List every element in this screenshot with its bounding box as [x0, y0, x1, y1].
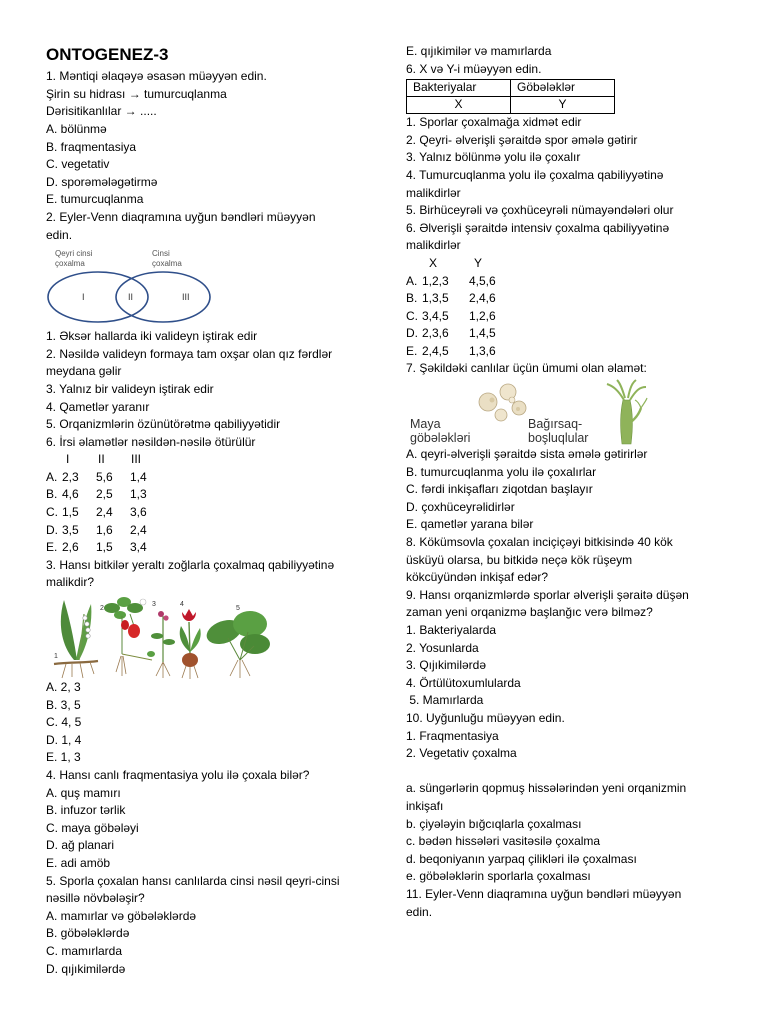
option-value: 4,5,6	[469, 273, 496, 288]
question-2-text: edin.	[46, 227, 73, 242]
question-5-option-c: C. mamırlarda	[46, 943, 123, 958]
option-value: 2,4,6	[469, 291, 496, 306]
question-10-option-c: c. bədən hissələri vasitəsilə çoxalma	[406, 834, 601, 849]
question-8	[406, 534, 746, 587]
question-5-option-d: D. qıjıkimilərdə	[46, 961, 126, 976]
option-label: E.	[406, 343, 418, 358]
option-value: 3,4,5	[422, 308, 449, 323]
question-4-option-c: C. maya göbələyi	[46, 820, 139, 835]
table-row	[407, 96, 615, 113]
option-value: 1,6	[96, 522, 113, 537]
question-10-option-d: d. beqoniyanın yarpaq çilikləri ilə çoxalması	[406, 851, 637, 866]
question-9-text: 9. Hansı orqanizmlərdə sporlar əlverişli şəraitə düşən	[406, 587, 689, 602]
option-value: 1,3	[130, 487, 147, 502]
question-6-option-c	[406, 308, 746, 326]
question-4-option-e: E. adi amöb	[46, 855, 111, 870]
plant-label-1: 1	[54, 653, 58, 661]
question-10-item-2: 2. Vegetativ çoxalma	[406, 746, 517, 761]
question-10-option-e: e. göbələklərin sporlarla çoxalması	[406, 869, 591, 884]
question-5-option-e: E. qıjıkimilər və mamırlarda	[406, 44, 552, 59]
cnidarian-label: boşluqlular	[528, 431, 589, 446]
plant-5-illustration	[203, 605, 270, 678]
question-4-option-b: B. infuzor tərlik	[46, 803, 126, 818]
question-6-statement-1: 1. Sporlar çoxalmağa xidmət edir	[406, 115, 582, 130]
option-value: 2,4	[96, 505, 113, 520]
option-value: 1,2,3	[422, 273, 449, 288]
question-7-option-a: A. qeyri-əlverişli şəraitdə sista əmələ gətirirlər	[406, 447, 648, 462]
question-3-option-c: C. 4, 5	[46, 715, 82, 730]
question-3-text: malikdir?	[46, 575, 95, 590]
question-2-text: 2. Eyler-Venn diaqramına uyğun bəndləri müəyyən	[46, 209, 316, 224]
answer-header-ii: II	[98, 452, 105, 467]
question-9-text: zaman yeni orqanizmə başlanğıc verə bilməz?	[406, 605, 653, 620]
blank-line	[406, 763, 746, 781]
right-column	[406, 43, 746, 921]
question-4	[46, 767, 386, 873]
question-10-text: 10. Uyğunluğu müəyyən edin.	[406, 710, 565, 725]
question-7-option-e: E. qametlər yarana bilər	[406, 517, 534, 532]
table-cell-x: X	[407, 96, 511, 113]
option-value: 2,3	[62, 469, 79, 484]
venn-region-1: I	[82, 292, 85, 303]
question-2-option-c	[46, 504, 386, 522]
plant-label-2: 2	[100, 605, 104, 613]
question-2-option-e	[46, 539, 386, 557]
question-3-option-b: B. 3, 5	[46, 697, 81, 712]
question-6-statement-4: 4. Tumurcuqlanma yolu ilə çoxalma qabiliyyətinə	[406, 167, 664, 182]
option-value: 3,4	[130, 540, 147, 555]
question-3-option-a: A. 2, 3	[46, 680, 81, 695]
question-6-statement-6: 6. Əlverişli şəraitdə intensiv çoxalma qabiliyyətinə	[406, 220, 670, 235]
yeast-hydra-illustration	[406, 378, 746, 446]
option-value: 2,4	[130, 522, 147, 537]
option-value: 1,4	[130, 469, 147, 484]
plants-illustration-svg	[50, 594, 272, 680]
question-3-text: 3. Hansı bitkilər yeraltı zoğlarla çoxalmaq qabiliyyətinə	[46, 557, 335, 572]
question-2-statement-6: 6. İrsi əlamətlər nəsildən-nəsilə ötürülür	[46, 434, 256, 449]
answer-header-y: Y	[474, 255, 483, 270]
question-2-answer-header	[46, 451, 386, 469]
venn-label-sexual: çoxalma	[152, 259, 182, 269]
bacteria-fungi-table-block	[406, 78, 746, 114]
option-label: D.	[406, 326, 418, 341]
question-1-premise: Dərisitikanlılar → .....	[46, 104, 157, 119]
table-header-row	[407, 80, 615, 97]
question-2-statement-3: 3. Yalnız bir valideyn iştirak edir	[46, 381, 214, 396]
venn-label-asexual: Qeyri cinsi	[55, 249, 93, 259]
question-2-option-d	[46, 522, 386, 540]
question-1-option-c: C. vegetativ	[46, 157, 110, 172]
question-1-option-a: A. bölünmə	[46, 121, 107, 136]
option-value: 2,5	[96, 487, 113, 502]
option-label: C.	[406, 308, 418, 323]
question-10-option-b: b. çiyələyin bığcıqlarla çoxalması	[406, 816, 582, 831]
question-9-option-2: 2. Yosunlarda	[406, 640, 479, 655]
plant-1-illustration	[54, 600, 98, 678]
option-label: B.	[46, 487, 58, 502]
question-4-text: 4. Hansı canlı fraqmentasiya yolu ilə çoxala bilər?	[46, 768, 310, 782]
question-5-text: 5. Sporla çoxalan hansı canlılarda cinsi nəsil qeyri-cinsi	[46, 873, 340, 888]
venn-diagram	[46, 244, 386, 328]
question-10-option-a: inkişafı	[406, 798, 444, 813]
venn-label-asexual: çoxalma	[55, 259, 85, 269]
question-10	[406, 710, 746, 886]
question-2-statement-5: 5. Orqanizmlərin özünütörətmə qabiliyyətidir	[46, 417, 281, 432]
question-2-option-a	[46, 469, 386, 487]
plant-3-illustration	[151, 601, 175, 678]
option-value: 2,6	[62, 540, 79, 555]
question-1-option-e: E. tumurcuqlanma	[46, 192, 144, 207]
question-6-answer-header	[406, 255, 746, 273]
question-11	[406, 886, 746, 921]
question-1-option-d: D. sporəmələgətirmə	[46, 174, 158, 189]
option-label: D.	[46, 522, 58, 537]
yeast-hydra-illustration-svg	[408, 378, 648, 446]
question-6	[406, 61, 746, 361]
question-9-option-3: 3. Qıjıkimilərdə	[406, 658, 487, 673]
venn-region-3: III	[182, 292, 190, 303]
option-value: 1,5	[96, 540, 113, 555]
page-title: ONTOGENEZ-3	[46, 45, 169, 64]
question-5-option-a: A. mamırlar və göbələklərdə	[46, 908, 197, 923]
option-value: 1,5	[62, 505, 79, 520]
question-3	[46, 557, 386, 767]
cnidarian-label: Bağırsaq-	[528, 417, 583, 432]
option-label: C.	[46, 505, 58, 520]
option-value: 1,3,5	[422, 291, 449, 306]
question-5-text: nəsillə növbələşir?	[46, 891, 145, 906]
option-label: A.	[406, 273, 418, 288]
option-label: B.	[406, 291, 418, 306]
answer-header-i: I	[66, 452, 70, 467]
question-5	[46, 873, 386, 979]
question-2-statement-1: 1. Əksər hallarda iki valideyn iştirak edir	[46, 329, 258, 344]
option-value: 2,3,6	[422, 326, 449, 341]
question-9	[406, 587, 746, 710]
question-7-option-d: D. çoxhüceyrəlidirlər	[406, 499, 515, 514]
option-value: 1,2,6	[469, 308, 496, 323]
option-value: 1,4,5	[469, 326, 496, 341]
plants-illustration	[46, 592, 386, 679]
venn-diagram-svg	[46, 244, 216, 328]
question-6-text: 6. X və Y-i müəyyən edin.	[406, 61, 542, 76]
option-label: E.	[46, 540, 58, 555]
question-6-option-a	[406, 273, 746, 291]
question-2	[46, 209, 386, 557]
yeast-label: Maya	[410, 417, 441, 432]
question-1-premise: Şirin su hidrası → tumurcuqlanma	[46, 86, 227, 101]
question-6-statement-5: 5. Birhüceyrəli və çoxhüceyrəli nümayəndələri olur	[406, 203, 674, 218]
question-9-option-1: 1. Bakteriyalarda	[406, 623, 497, 638]
question-4-option-d: D. ağ planari	[46, 838, 115, 853]
plant-label-4: 4	[180, 601, 184, 609]
question-3-option-d: D. 1, 4	[46, 732, 82, 747]
venn-label-sexual: Cinsi	[152, 249, 170, 259]
option-value: 5,6	[96, 469, 113, 484]
question-8-text: üsküyü olarsa, bu bitkidə neçə kök rüşeym	[406, 552, 633, 567]
question-8-text: 8. Kökümsovla çoxalan inciçiçəyi bitkisində 40 kök	[406, 535, 673, 550]
question-2-statement-2: 2. Nəsildə valideyn formaya tam oxşar olan qız fərdlər	[46, 346, 333, 361]
question-7-option-b: B. tumurcuqlanma yolu ilə çoxalırlar	[406, 464, 597, 479]
yeast-label: göbələkləri	[410, 431, 471, 446]
question-10-item-1: 1. Fraqmentasiya	[406, 728, 499, 743]
question-2-statement-4: 4. Qametlər yaranır	[46, 399, 150, 414]
question-2-option-b	[46, 486, 386, 504]
question-1-text: 1. Məntiqi əlaqəyə əsasən müəyyən edin.	[46, 69, 267, 84]
answer-header-iii: III	[131, 452, 142, 467]
question-1	[46, 68, 386, 209]
question-9-option-5: 5. Mamırlarda	[406, 693, 484, 708]
question-6-statement-2: 2. Qeyri- əlverişli şəraitdə spor əmələ gətirir	[406, 132, 638, 147]
question-7-text: 7. Şəkildəki canlılar üçün ümumi olan əlamət:	[406, 361, 647, 376]
question-6-option-b	[406, 290, 746, 308]
question-11-text: 11. Eyler-Venn diaqramına uyğun bəndləri müəyyən	[406, 886, 682, 901]
question-2-statement-2: meydana gəlir	[46, 364, 122, 379]
question-6-statement-3: 3. Yalnız bölünmə yolu ilə çoxalır	[406, 150, 581, 165]
plant-label-3: 3	[152, 601, 156, 609]
question-1-option-b: B. fraqmentasiya	[46, 139, 137, 154]
left-column	[46, 44, 386, 978]
hydra-illustration	[607, 380, 647, 444]
question-9-option-4: 4. Örtülütoxumlularda	[406, 675, 521, 690]
question-3-option-e: E. 1, 3	[46, 750, 81, 765]
plant-4-illustration	[180, 601, 201, 679]
question-7-option-c: C. fərdi inkişafları ziqotdan başlayır	[406, 482, 593, 497]
question-8-text: kökcüyündən inkişaf edər?	[406, 570, 549, 585]
question-11-text: edin.	[406, 904, 433, 919]
plant-label-5: 5	[236, 605, 240, 613]
option-value: 2,4,5	[422, 343, 449, 358]
question-7	[406, 360, 746, 534]
question-4-option-a: A. quş mamırı	[46, 785, 121, 800]
option-label: A.	[46, 469, 58, 484]
table-header-bacteria: Bakteriyalar	[407, 80, 511, 97]
option-value: 3,6	[130, 505, 147, 520]
table-cell-y: Y	[511, 96, 615, 113]
question-6-statement-4: malikdirlər	[406, 185, 461, 200]
answer-header-x: X	[429, 255, 438, 270]
option-value: 1,3,6	[469, 343, 496, 358]
option-value: 3,5	[62, 522, 79, 537]
question-5-option-b: B. göbələklərdə	[46, 926, 130, 941]
table-header-fungi: Göbələklər	[511, 80, 615, 97]
question-10-option-a: a. süngərlərin qopmuş hissələrindən yeni orqanizmin	[406, 781, 687, 796]
question-6-option-d	[406, 325, 746, 343]
option-value: 4,6	[62, 487, 79, 502]
yeast-cells-illustration	[479, 384, 526, 421]
bacteria-fungi-table	[406, 79, 615, 113]
question-6-statement-6: malikdirlər	[406, 238, 461, 253]
question-6-option-e	[406, 343, 746, 361]
venn-region-2: II	[128, 292, 134, 303]
plant-2-illustration	[100, 597, 155, 676]
